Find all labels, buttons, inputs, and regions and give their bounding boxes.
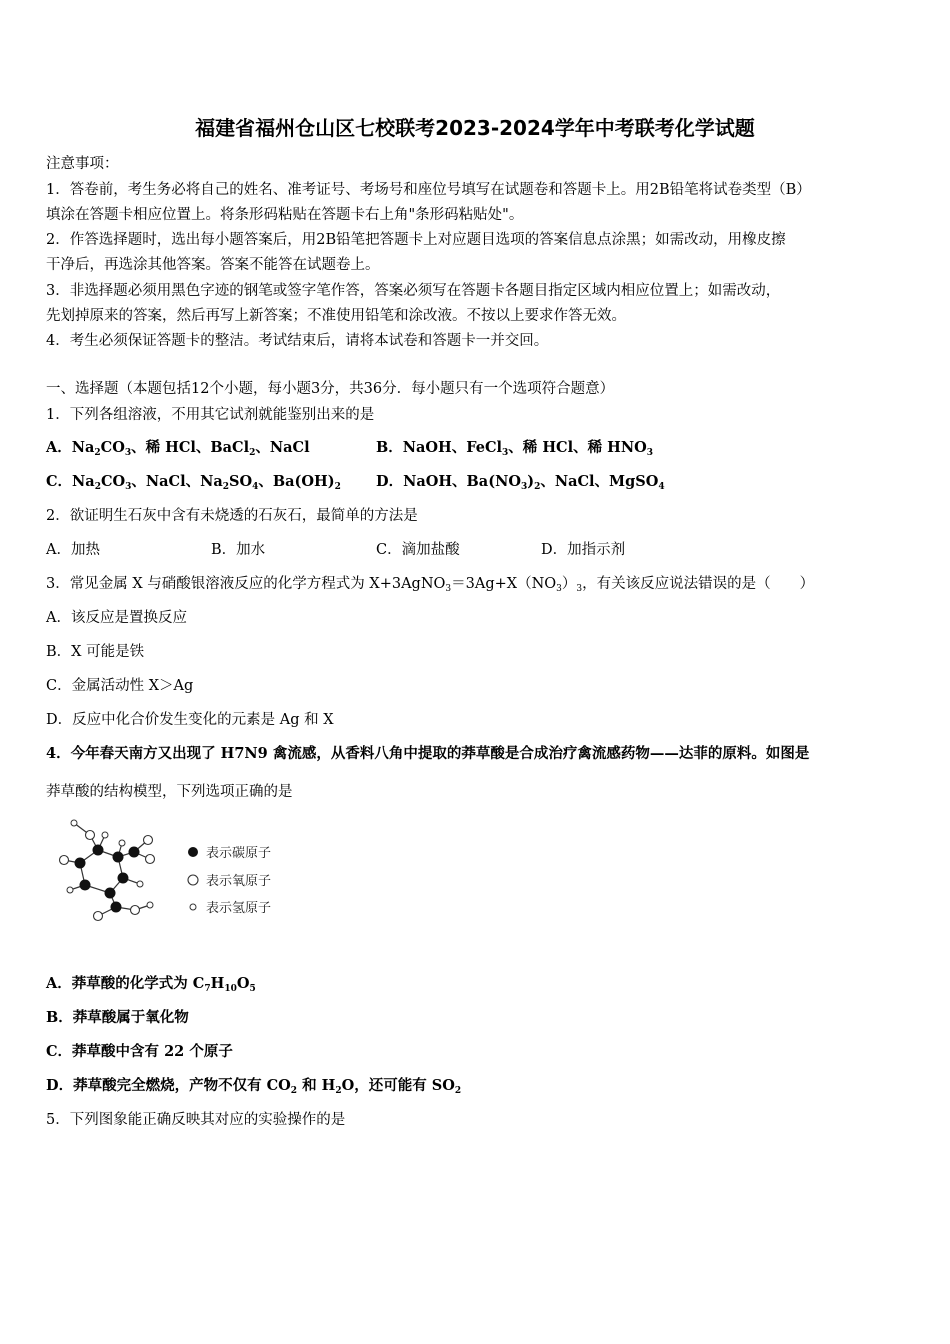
notice-line-3: 2．作答选择题时，选出每小题答案后，用2B铅笔把答题卡上对应题目选项的答案信息点涂黑；如需改动，用橡皮擦 [46,232,786,248]
question-5-stem: 5．下列图象能正确反映其对应的实验操作的是 [46,1112,346,1128]
notice-heading: 注意事项： [46,156,119,172]
question-3-option-d: D．反应中化合价发生变化的元素是 Ag 和 X [46,712,334,728]
question-2-stem: 2．欲证明生石灰中含有未烧透的石灰石，最简单的方法是 [46,508,418,524]
notice-line-2: 填涂在答题卡相应位置上。将条形码粘贴在答题卡右上角"条形码粘贴处"。 [46,207,524,223]
question-2-option-d: D．加指示剂 [541,542,626,558]
question-1-option-c: C．$Na_2CO_3$、NaCl、$Na_2SO_4$、$Ba(OH)_2$ [46,473,341,492]
notice-line-4: 干净后，再选涂其他答案。答案不能答在试题卷上。 [46,257,380,273]
question-3-option-b: B．X 可能是铁 [46,644,145,660]
carbon-atom-legend-icon [188,847,198,857]
page-title: 福建省福州仓山区七校联考2023-2024学年中考联考化学试题 [195,116,755,140]
question-2-option-a: A．加热 [46,542,100,558]
notice-line-5: 3．非选择题必须用黑色字迹的钢笔或签字笔作答，答案必须写在答题卡各题目指定区域内相应位置上；如需改动， [46,283,781,299]
question-1-stem: 1．下列各组溶液，不用其它试剂就能鉴别出来的是 [46,407,375,423]
question-2-option-c: C．滴加盐酸 [376,542,460,558]
notice-line-1: 1．答卷前，考生务必将自己的姓名、准考证号、考场号和座位号填写在试题卷和答题卡上。用2B铅笔将试卷类型（B） [46,182,811,198]
question-1-option-b: B．NaOH、FeCl$_3$、稀 HCl、稀 $HNO_3$ [376,439,653,458]
question-3-stem: 3．常见金属 X 与硝酸银溶液反应的化学方程式为 $X+3AgNO_3=3Ag+X(NO_3)_3$，有关该反应说法错误的是（ ） [46,576,815,594]
question-1-option-d: D．NaOH、$Ba(NO_3)_2$、NaCl、MgSO$_4$ [376,473,665,492]
notice-line-6: 先划掉原来的答案，然后再写上新答案；不准使用铅笔和涂改液。不按以上要求作答无效。 [46,308,626,324]
question-2-option-b: B．加水 [211,542,266,558]
section-heading: 一、选择题（本题包括12个小题，每小题3分，共36分．每小题只有一个选项符合题意） [46,381,615,397]
notice-line-7: 4．考生必须保证答题卡的整洁。考试结束后，请将本试卷和答题卡一并交回。 [46,333,549,349]
hydrogen-atom-legend-icon [190,904,196,910]
legend-carbon-label: 表示碳原子 [206,846,272,861]
question-4-option-a: A．莽草酸的化学式为 $C_7H_{10}O_5$ [46,975,256,994]
question-4-option-b: B．莽草酸属于氧化物 [46,1009,189,1026]
question-1-option-a: A．$Na_2CO_3$、稀 HCl、BaCl$_2$、NaCl [46,439,310,458]
legend-hydrogen-label: 表示氢原子 [206,901,272,916]
legend-oxygen-label: 表示氧原子 [206,874,272,889]
question-4-stem-line-2: 莽草酸的结构模型，下列选项正确的是 [46,784,293,800]
question-4-option-d: D．莽草酸完全燃烧，产物不仅有 $CO_2$ 和 $H_2O$，还可能有 $SO_2$ [46,1077,462,1096]
question-3-option-a: A．该反应是置换反应 [46,610,187,626]
oxygen-atom-legend-icon [188,875,198,885]
question-3-option-c: C．金属活动性 X＞Ag [46,678,194,694]
question-4-option-c: C．莽草酸中含有 22 个原子 [46,1043,233,1060]
question-4-stem-line-1: 4．今年春天南方又出现了 H7N9 禽流感，从香料八角中提取的莽草酸是合成治疗禽流感药物——达菲的原料。如图是 [46,745,810,762]
shikimic-acid-structure-model [50,815,290,930]
